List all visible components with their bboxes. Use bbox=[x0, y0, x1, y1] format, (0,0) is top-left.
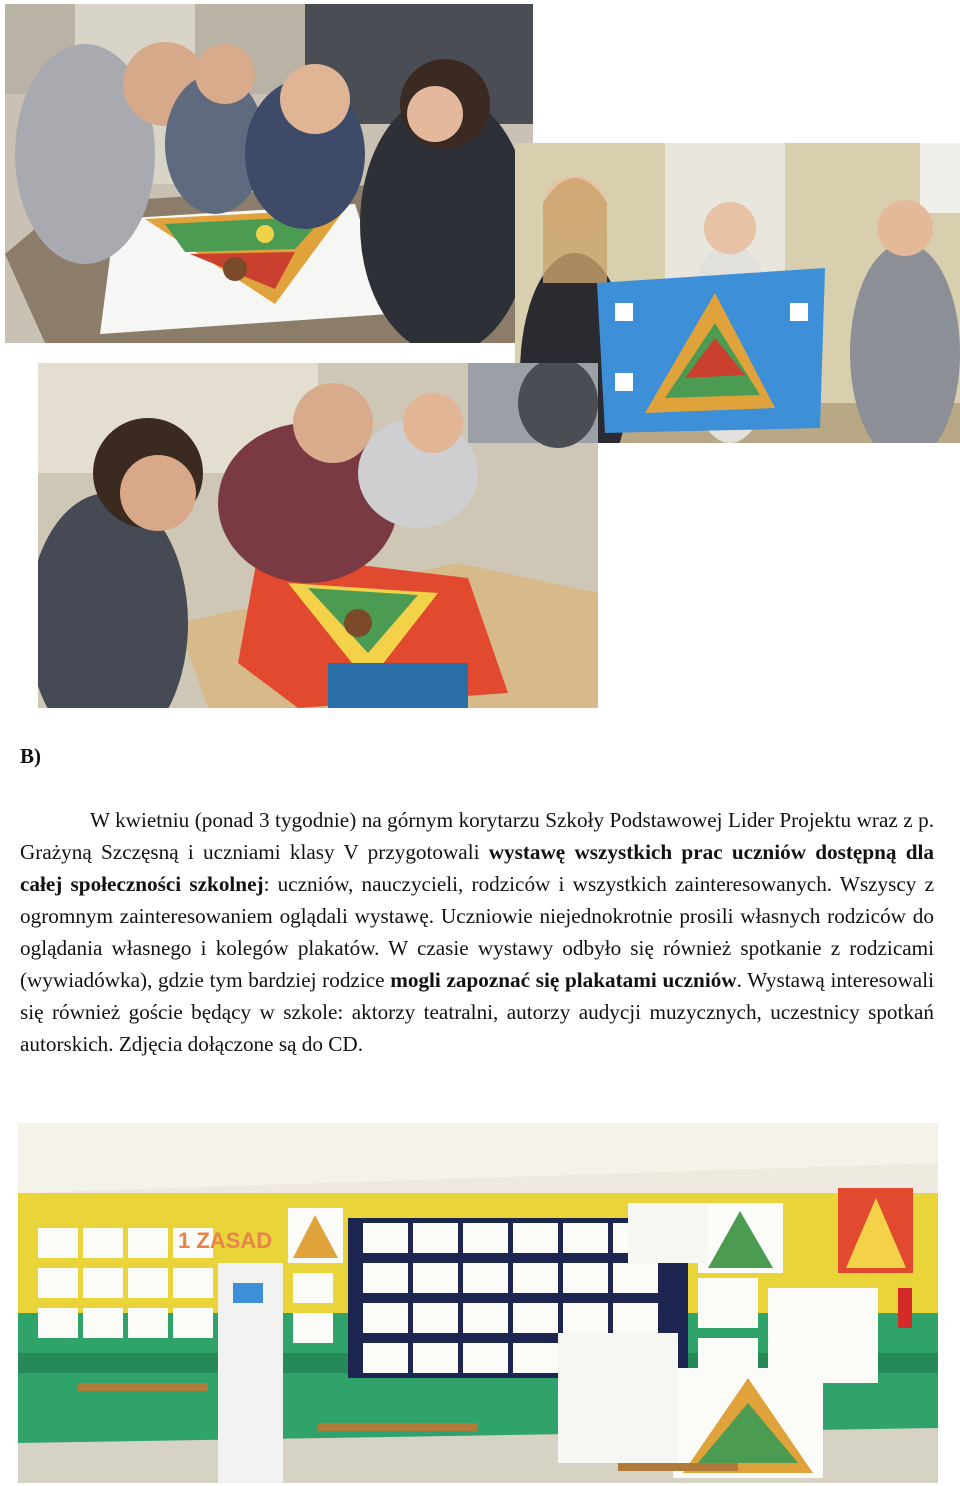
paragraph-bold-1: wystawę wszystkich prac uczniów dostępną dla całej społeczności szkolnej bbox=[20, 840, 934, 896]
section-label: B) bbox=[20, 744, 41, 768]
paragraph-text-3: . Wystawą interesowali się również goście będący w szkole: aktorzy teatralni, autorzy audycji muzycznych, uczestnicy spotkań autorskich. Zdjęcia dołączone są do CD. bbox=[20, 968, 934, 1056]
exhibition-sign: 1 ZASAD bbox=[178, 1228, 273, 1253]
students-food-pyramid-photo bbox=[5, 4, 533, 343]
students-working-poster-photo bbox=[38, 363, 598, 708]
paragraph-text-1: W kwietniu (ponad 3 tygodnie) na górnym korytarzu Szkoły Podstawowej Lider Projektu wraz z p. Grażyną Szczęsną i uczniami klasy V przygotowali bbox=[20, 808, 934, 864]
paragraph-text-2: : uczniów, nauczycieli, rodziców i wszystkich zainteresowanych. Wszyscy z ogromnym zainteresowaniem oglądali wystawę. Uczniowie niejednokrotnie prosili własnych rodziców do oglądania własnego i kolegów plakatów. W czasie wystawy odbyło się również spotkanie z rodzicami (wywiadówka), gdzie tym bardziej rodzice bbox=[20, 872, 934, 992]
corridor-exhibition-photo bbox=[18, 1123, 938, 1483]
paragraph-bold-2: mogli zapoznać się plakatami uczniów bbox=[390, 968, 737, 992]
exhibition-paragraph bbox=[20, 804, 934, 1060]
